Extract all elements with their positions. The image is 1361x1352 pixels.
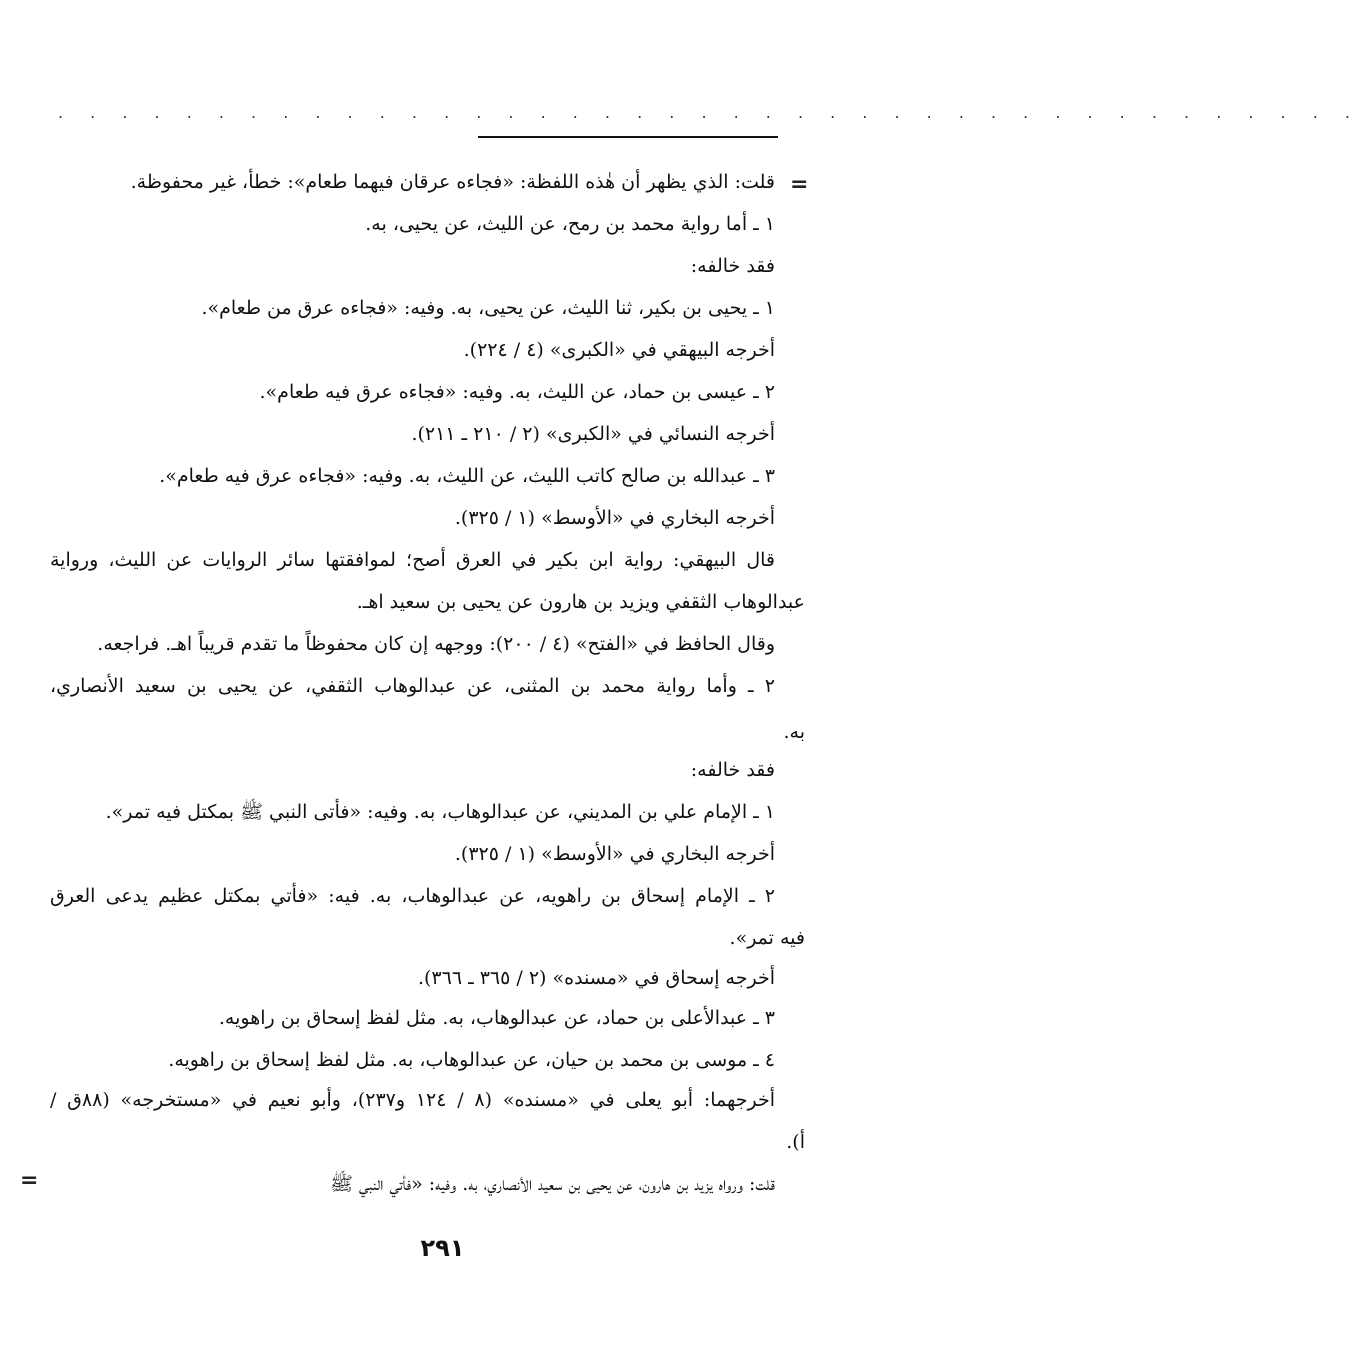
header-rule [478, 136, 778, 138]
text-line: قلت: الذي يظهر أن هٰذه اللفظة: «فجاءه عرقان فيهما طعام»: خطأ، غير محفوظة. [130, 171, 775, 193]
text-line: فقد خالفه: [690, 255, 775, 277]
text-line: قال البيهقي: رواية ابن بكير في العرق أصح؛ لموافقتها سائر الروايات عن الليث، ورواية [50, 549, 775, 571]
text-line: وقال الحافظ في «الفتح» (٤ / ٢٠٠): ووجهه إن كان محفوظاً ما تقدم قريباً اهـ. فراجعه. [97, 633, 775, 655]
text-line: قلت: ورواه يزيد بن هارون، عن يحيى بن سعيد الأنصاري، به. وفيه: «فأتي النبي ﷺ [329, 1173, 775, 1195]
text-line: ٣ ـ عبدالله بن صالح كاتب الليث، عن الليث، به. وفيه: «فجاءه عرق فيه طعام». [159, 465, 775, 487]
text-line: عبدالوهاب الثقفي ويزيد بن هارون عن يحيى بن سعيد اهـ. [356, 591, 805, 613]
text-line: أخرجه البخاري في «الأوسط» (١ / ٣٢٥). [454, 843, 775, 865]
text-line: أخرجه البخاري في «الأوسط» (١ / ٣٢٥). [454, 507, 775, 529]
text-line: أخرجه البيهقي في «الكبرى» (٤ / ٢٢٤). [463, 339, 775, 361]
header-dotted-line: . . . . . . . . . . . . . . . . . . . . . . . . . . . . . . . . . . . . . . . . . [58, 103, 1361, 122]
text-line: أخرجهما: أبو يعلى في «مسنده» (٨ / ١٢٤ و٢٣٧)، وأبو نعيم في «مستخرجه» (٨٨ق / [50, 1089, 776, 1111]
margin-mark-top: = [790, 172, 809, 197]
text-line: أخرجه إسحاق في «مسنده» (٢ / ٣٦٥ ـ ٣٦٦). [417, 967, 775, 989]
text-line: فقد خالفه: [690, 759, 775, 781]
margin-mark-bottom: = [20, 1168, 39, 1193]
text-line: ١ ـ أما رواية محمد بن رمح، عن الليث، عن يحيى، به. [365, 213, 775, 235]
text-line: ٢ ـ الإمام إسحاق بن راهويه، عن عبدالوهاب، به. فيه: «فأتي بمكتل عظيم يدعى العرق [50, 885, 775, 907]
text-line: ١ ـ يحيى بن بكير، ثنا الليث، عن يحيى، به. وفيه: «فجاءه عرق من طعام». [201, 297, 775, 319]
text-line: أخرجه النسائي في «الكبرى» (٢ / ٢١٠ ـ ٢١١). [411, 423, 775, 445]
text-line: ١ ـ الإمام علي بن المديني، عن عبدالوهاب، به. وفيه: «فأتى النبي ﷺ بمكتل فيه تمر». [105, 801, 775, 823]
page-number: ٢٩١ [420, 1234, 465, 1262]
text-line: أ). [786, 1131, 805, 1153]
text-line: فيه تمر». [729, 927, 805, 949]
text-line: به. [783, 721, 805, 743]
text-line: ٢ ـ وأما رواية محمد بن المثنى، عن عبدالوهاب الثقفي، عن يحيى بن سعيد الأنصاري، [50, 675, 775, 697]
text-line: ٣ ـ عبدالأعلى بن حماد، عن عبدالوهاب، به. مثل لفظ إسحاق بن راهويه. [218, 1007, 775, 1029]
text-line: ٢ ـ عيسى بن حماد، عن الليث، به. وفيه: «فجاءه عرق فيه طعام». [259, 381, 775, 403]
text-line: ٤ ـ موسى بن محمد بن حيان، عن عبدالوهاب، به. مثل لفظ إسحاق بن راهويه. [168, 1049, 775, 1071]
